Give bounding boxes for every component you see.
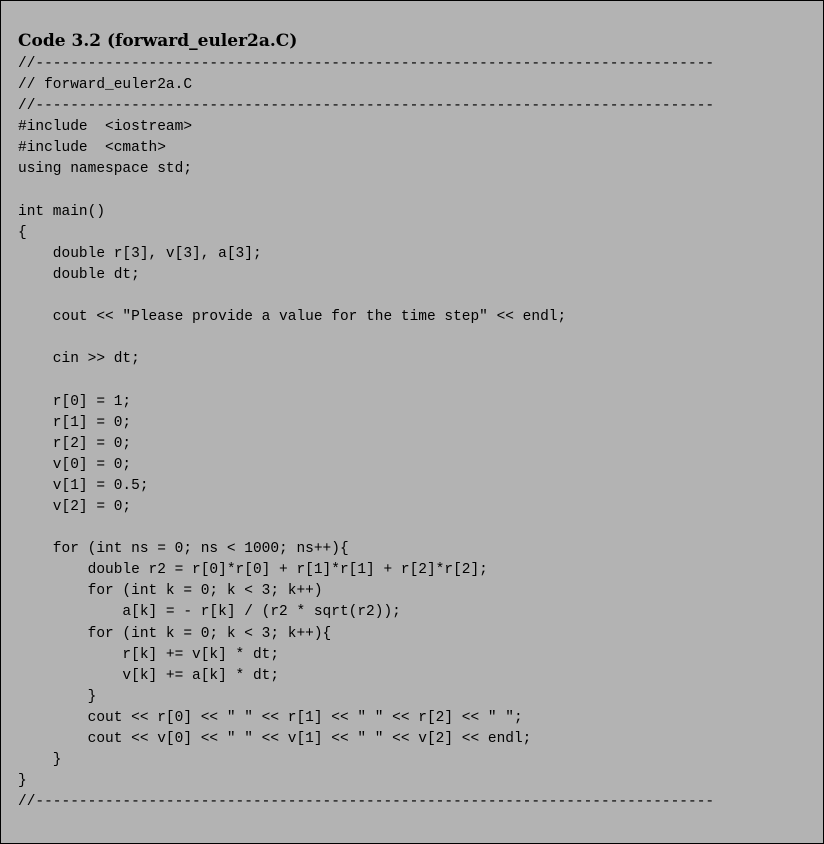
code-line [18, 518, 714, 539]
code-line: r[0] = 1; [18, 393, 132, 410]
code-line: double r[3], v[3], a[3]; [18, 245, 262, 262]
code-line: v[0] = 0; [18, 456, 132, 473]
code-line [18, 181, 714, 202]
code-line: cout << "Please provide a value for the time step" << endl; [18, 309, 567, 326]
code-line: //------------------------------------------------------------------------------ [18, 98, 715, 115]
code-block [18, 54, 714, 813]
code-line: } [18, 752, 62, 769]
code-line: //------------------------------------------------------------------------------ [18, 56, 715, 72]
code-line: v[1] = 0.5; [18, 477, 149, 494]
code-line: using namespace std; [18, 161, 193, 178]
code-line: r[1] = 0; [18, 414, 132, 431]
code-line: } [18, 688, 97, 705]
code-line [18, 370, 714, 391]
code-caption: Code 3.2 (forward_euler2a.C) [18, 31, 298, 51]
code-line [18, 328, 714, 349]
code-line: a[k] = - r[k] / (r2 * sqrt(r2)); [18, 604, 401, 621]
code-line: cin >> dt; [18, 351, 140, 368]
code-line: r[k] += v[k] * dt; [18, 646, 280, 663]
code-line: double r2 = r[0]*r[0] + r[1]*r[1] + r[2]*r[2]; [18, 562, 488, 579]
code-line: r[2] = 0; [18, 435, 132, 452]
code-line: cout << r[0] << " " << r[1] << " " << r[2] << " "; [18, 709, 523, 726]
code-line: #include <iostream> [18, 119, 193, 136]
code-line: v[2] = 0; [18, 498, 132, 515]
code-line [18, 286, 714, 307]
code-line: cout << v[0] << " " << v[1] << " " << v[2] << endl; [18, 731, 532, 747]
code-line: for (int k = 0; k < 3; k++) [18, 583, 323, 600]
code-line: } [18, 773, 27, 790]
code-line: int main() [18, 203, 106, 220]
code-line: for (int ns = 0; ns < 1000; ns++){ [18, 541, 349, 558]
code-line: double dt; [18, 266, 140, 283]
code-line: #include <cmath> [18, 140, 166, 157]
code-line: v[k] += a[k] * dt; [18, 667, 280, 684]
code-line: { [18, 224, 27, 241]
code-line: // forward_euler2a.C [18, 77, 193, 94]
code-line: for (int k = 0; k < 3; k++){ [18, 625, 332, 642]
code-line: //------------------------------------------------------------------------------ [18, 794, 715, 811]
